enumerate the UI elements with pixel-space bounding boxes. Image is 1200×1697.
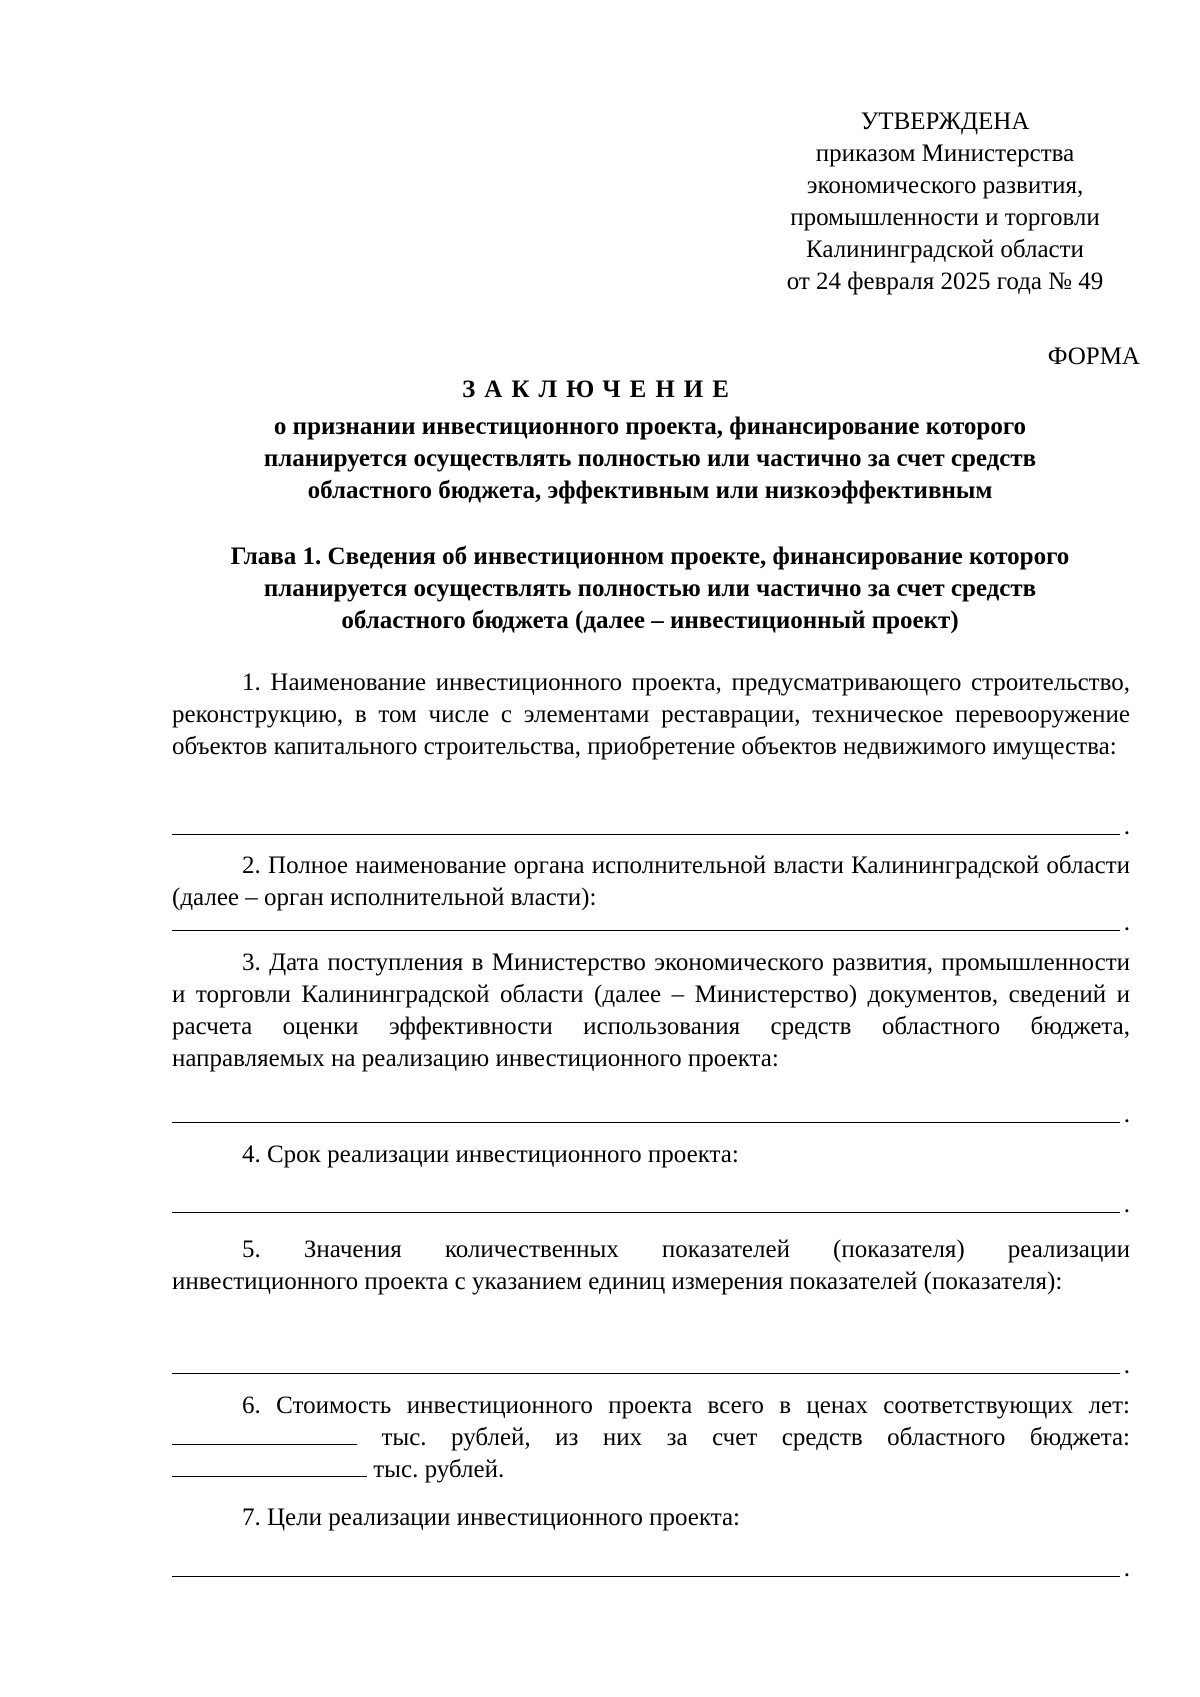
item-text: 4. Срок реализации инвестиционного проекта: — [242, 1141, 739, 1168]
item-text-part3: тыс. рублей. — [373, 1456, 505, 1483]
item-text: 3. Дата поступления в Министерство экономического развития, промышленности и торговли Калининградской области (далее – Министерство) документов, сведений и расчета оценки эффективности использования средств областного бюджета, направляемых на реализацию инвестиционного проекта: — [172, 949, 1130, 1072]
approval-line: Калининградской области — [806, 236, 1084, 263]
document-title: ЗАКЛЮЧЕНИЕ — [462, 376, 738, 403]
approval-line: УТВЕРЖДЕНА — [860, 108, 1030, 135]
approval-line: от 24 февраля 2025 года № 49 — [786, 268, 1104, 295]
fill-line-7[interactable]: . — [172, 1553, 1130, 1585]
form-item-2 — [172, 850, 1130, 914]
fill-line-1[interactable]: . — [172, 811, 1130, 843]
document-subtitle — [170, 411, 1130, 507]
fill-line-5[interactable]: . — [172, 1350, 1130, 1382]
subtitle-line: планируется осуществлять полностью или частично за счет средств — [263, 445, 1037, 472]
approval-line: приказом Министерства — [815, 140, 1075, 167]
item-text: 2. Полное наименование органа исполнительной власти Калининградской области (далее – орган исполнительной власти): — [172, 852, 1130, 911]
form-label: ФОРМА — [1047, 343, 1140, 370]
approval-line: экономического развития, — [806, 172, 1084, 199]
form-item-5 — [172, 1234, 1130, 1298]
form-item-6 — [172, 1390, 1130, 1486]
form-item-3 — [172, 947, 1130, 1075]
form-item-4 — [172, 1139, 1130, 1171]
item-text-part1: 6. Стоимость инвестиционного проекта всего в ценах соответствующих лет: — [242, 1392, 1130, 1419]
approval-stamp — [760, 106, 1130, 298]
item-text-part2: тыс. рублей, из них за счет средств областного бюджета: — [381, 1424, 1130, 1451]
chapter-line: Глава 1. Сведения об инвестиционном проекте, финансирование которого — [230, 543, 1070, 570]
form-item-7 — [172, 1502, 1130, 1534]
fill-line-2[interactable]: . — [172, 907, 1130, 939]
budget-cost-blank[interactable] — [172, 1454, 367, 1477]
subtitle-line: областного бюджета, эффективным или низкоэффективным — [307, 477, 993, 504]
item-text: 7. Цели реализации инвестиционного проекта: — [242, 1504, 740, 1531]
approval-line: промышленности и торговли — [790, 204, 1100, 231]
subtitle-line: о признании инвестиционного проекта, финансирование которого — [273, 413, 1027, 440]
form-item-1 — [172, 667, 1130, 763]
item-text: 5. Значения количественных показателей (показателя) реализации инвестиционного проекта с указанием единиц измерения показателей (показателя): — [172, 1236, 1130, 1295]
fill-line-4[interactable]: . — [172, 1189, 1130, 1221]
fill-line-3[interactable]: . — [172, 1099, 1130, 1131]
total-cost-blank[interactable] — [172, 1422, 357, 1445]
item-text: 1. Наименование инвестиционного проекта, предусматривающего строительство, реконструкцию, в том числе с элементами реставрации, техническое перевооружение объектов капитального строительства, приобретение объектов недвижимого имущества: — [172, 669, 1130, 760]
chapter-heading — [170, 541, 1130, 637]
chapter-line: планируется осуществлять полностью или частично за счет средств — [263, 575, 1037, 602]
chapter-line: областного бюджета (далее – инвестиционный проект) — [341, 607, 959, 634]
